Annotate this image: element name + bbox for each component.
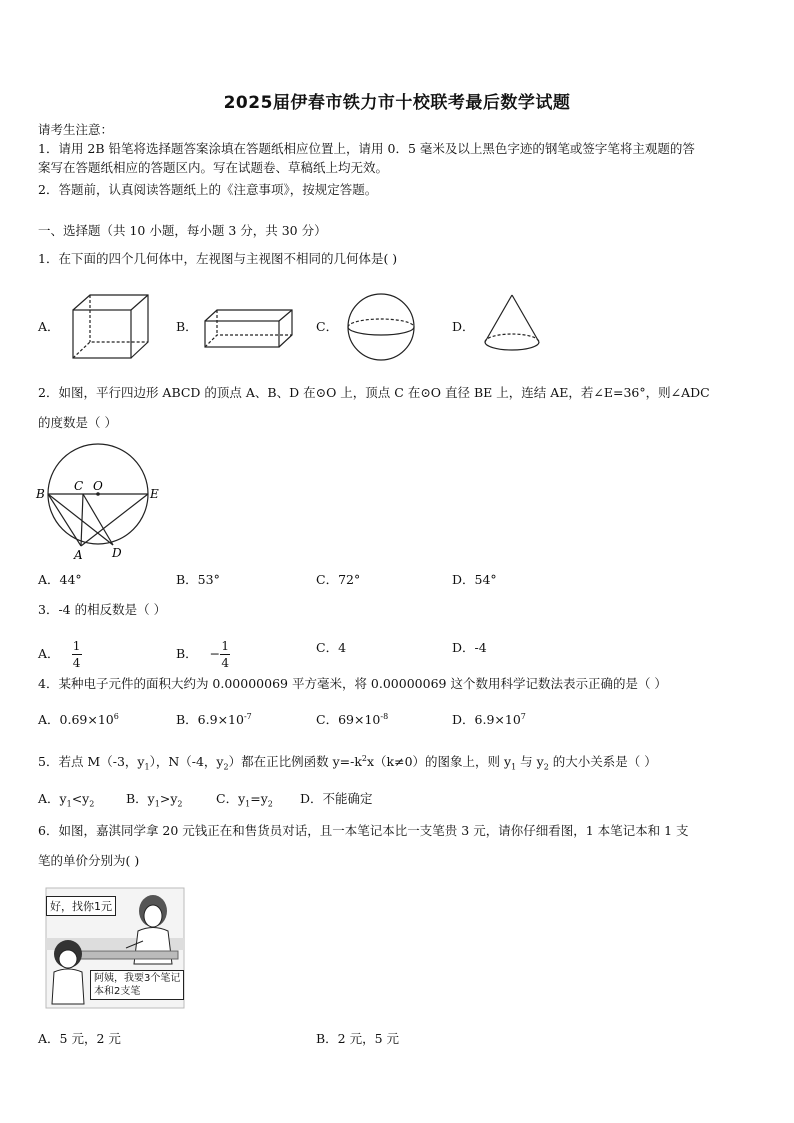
notice-line-2: 2．答题前，认真阅读答题纸上的《注意事项》，按规定答题。 (38, 182, 378, 197)
point-o-label: O (93, 479, 103, 493)
q3-option-b: B． − $\frac{1}{4}$ (176, 639, 229, 670)
q5-option-c: C．$y_1=y_2$ (216, 791, 273, 809)
q1-option-c-label: C． (316, 319, 339, 334)
point-b-label: B (36, 487, 45, 501)
section-heading: 一、选择题（共 10 小题，每小题 3 分，共 30 分） (38, 223, 327, 238)
q4-option-d: D．$6.9\times 10^7$ (452, 711, 526, 727)
speech-bubble-student: 阿姨，我要3个笔记 本和2支笔 (90, 970, 184, 1000)
point-c-label: C (74, 479, 84, 493)
q3-option-d: D．-4 (452, 640, 487, 655)
q1-option-b-label: B． (176, 319, 198, 334)
q2-stem-b: 的度数是（ ） (38, 415, 117, 430)
notice-heading: 请考生注意： (38, 122, 114, 137)
circle-geometry-figure (34, 443, 164, 561)
q6-stem-a: 6．如图，嘉淇同学拿 20 元钱正在和售货员对话，且一本笔记本比一支笔贵 3 元，请你仔细看图，1 本笔记本和 1 支 (38, 823, 689, 838)
q3-option-c: C．4 (316, 640, 347, 655)
q5-option-d: D．不能确定 (300, 791, 373, 806)
q2-option-d: D．54° (452, 572, 497, 587)
q2-stem-a: 2．如图，平行四边形 ABCD 的顶点 A、B、D 在⊙O 上，顶点 C 在⊙O 直径 BE 上，连结 AE，若∠E=36°，则∠ADC (38, 385, 710, 400)
q1-option-a-label: A． (38, 319, 60, 334)
q5-stem: 5．若点 M（-3，$y_1$），N（-4，$y_2$）都在正比例函数 $y=-k^2x(k\ne 0)$的图象上，则 $y_1$ 与 $y_2$ 的大小关系是（ ） (38, 753, 657, 772)
q2-option-b: B．53° (176, 572, 220, 587)
point-a-label: A (74, 548, 83, 561)
q4-option-c: C．$69\times 10^{-8}$ (316, 711, 389, 727)
q5-option-a: A．$y_1<y_2$ (38, 791, 95, 809)
page-title: 2025届伊春市铁力市十校联考最后数学试题 (223, 93, 571, 113)
point-d-label: D (112, 546, 122, 560)
notice-line-1a: 1．请用 2B 铅笔将选择题答案涂填在答题纸相应位置上，请用 0．5 毫米及以上黑色字迹的钢笔或签字笔将主观题的答 (38, 141, 695, 156)
point-e-label: E (150, 487, 159, 501)
speech-bubble-clerk: 好，找你1元 (46, 896, 116, 916)
cube-figure (70, 292, 150, 362)
q1-stem: 1．在下面的四个几何体中，左视图与主视图不相同的几何体是( ) (38, 251, 398, 266)
q1-option-d-label: D． (452, 319, 475, 334)
q6-option-b: B．2 元，5 元 (316, 1031, 400, 1046)
notice-line-1b: 案写在答题纸相应的答题区内。写在试题卷、草稿纸上均无效。 (38, 160, 389, 175)
q2-option-c: C．72° (316, 572, 361, 587)
shop-dialogue-illustration (38, 886, 198, 1014)
q2-option-a: A．44° (38, 572, 82, 587)
cuboid-figure (202, 307, 296, 349)
cone-figure (480, 292, 544, 358)
sphere-figure (345, 291, 417, 363)
q3-stem: 3．-4 的相反数是（ ） (38, 602, 167, 617)
q6-option-a: A．5 元，2 元 (38, 1031, 121, 1046)
q4-option-b: B．$6.9\times 10^{-7}$ (176, 711, 252, 727)
q3-option-a: A． $\frac{1}{4}$ (38, 639, 81, 670)
q5-option-b: B．$y_1>y_2$ (126, 791, 183, 809)
q4-option-a: A．$0.69\times 10^6$ (38, 711, 119, 727)
q4-stem: 4．某种电子元件的面积大约为 0.00000069 平方毫米，将 0.00000069 这个数用科学记数法表示正确的是（ ） (38, 676, 667, 691)
q6-stem-b: 笔的单价分别为( ) (38, 853, 140, 868)
